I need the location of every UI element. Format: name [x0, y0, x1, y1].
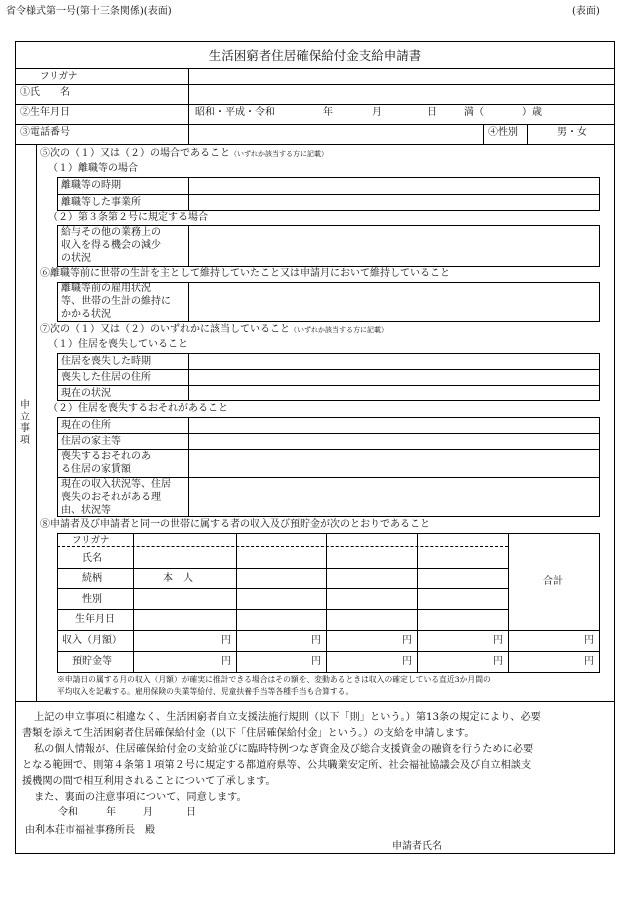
s8-note-2: 平均収入を記載する。雇用保険の失業等給付、児童扶養手当等各種手当も合算する。	[57, 687, 354, 696]
yen-unit: 円	[221, 656, 231, 667]
age-prefix: 満（	[464, 107, 484, 118]
dob-month: 月	[372, 107, 382, 118]
form-title: 生活困窮者住居確保給付金支給申請書	[208, 48, 422, 63]
addressee: 由利本荘市福祉事務所長 殿	[25, 825, 155, 836]
s7-rent-label-2: る住居の家賃額	[61, 464, 131, 475]
sign-date-year: 年	[106, 807, 116, 818]
s7-lost-address-label: 喪失した住居の住所	[61, 372, 151, 383]
s8-row-savings: 預貯金等	[72, 656, 112, 667]
yen-unit: 円	[584, 656, 594, 667]
furigana-label: フリガナ	[40, 71, 78, 82]
declaration-line-4: となる範囲で、則第４条第１項第２号に規定する都道府県等、公共職業安定所、社会福祉協議会及び自立相談支	[22, 760, 532, 771]
s7-sub2: （２）住居を喪失するおそれがあること	[48, 403, 228, 414]
s7-current-status-label: 現在の状況	[61, 388, 111, 399]
dob-year: 年	[323, 107, 333, 118]
s7-lost-date-label: 住居を喪失した時期	[61, 356, 151, 367]
dob-label: ②生年月日	[20, 107, 70, 118]
yen-unit: 円	[402, 656, 412, 667]
s5-sub1: （１）離職等の場合	[48, 163, 138, 174]
s6-employment-label-1: 離職等前の雇用状況	[61, 283, 151, 294]
name-field[interactable]	[190, 70, 613, 102]
dob-era: 昭和・平成・令和	[195, 107, 275, 118]
s7-landlord-label: 住居の家主等	[61, 436, 121, 447]
s5-separation-office-label: 離職等した事業所	[61, 197, 141, 208]
s7-current-address-label: 現在の住所	[61, 420, 111, 431]
yen-unit: 円	[221, 635, 231, 646]
s6-employment-label-2: 等、世帯の生計の維持に	[61, 296, 171, 307]
s8-row-name: 氏名	[82, 553, 102, 564]
yen-unit: 円	[311, 656, 321, 667]
s7-sub1: （１）住居を喪失していること	[48, 339, 188, 350]
s8-row-relation: 続柄	[82, 573, 102, 584]
s5-income-reduction-label-2: 収入を得る機会の減少	[61, 240, 161, 251]
declaration-line-3: 私の個人情報が、住居確保給付金の支給並びに臨時特例つなぎ資金及び総合支援資金の融資を行うために必要	[34, 744, 534, 755]
s7-rent-label-1: 喪失するおそれのあ	[61, 451, 151, 462]
sign-date-era: 令和	[58, 807, 78, 818]
s7-heading: ⑦次の（１）又は（２）のいずれかに該当していること（いずれか該当する方に記載）	[40, 324, 388, 335]
declaration-line-5: 援機関の間で相互利用されることについて了承します。	[22, 776, 276, 787]
s8-row-gender: 性別	[82, 594, 102, 605]
yen-unit: 円	[493, 656, 503, 667]
s7-reason-label-2: 喪失のおそれがある理	[61, 492, 161, 503]
applicant-name-label: 申請者氏名	[392, 841, 442, 852]
s8-heading: ⑧申請者及び申請者と同一の世帯に属する者の収入及び預貯金が次のとおりであること	[40, 519, 430, 530]
sign-date-month: 月	[143, 807, 153, 818]
s8-total-label: 合計	[543, 576, 563, 587]
declaration-line-1: 上記の申立事項に相違なく、生活困窮者自立支援法施行規則（以下「則」という。）第13条の規定により、必要	[34, 712, 541, 723]
s5-sub2: （２）第３条第２号に規定する場合	[48, 212, 208, 223]
s8-row-income: 収入（月額）	[62, 635, 122, 646]
age-suffix: ）歳	[522, 107, 542, 118]
gender-label: ④性別	[488, 127, 518, 138]
yen-unit: 円	[584, 635, 594, 646]
gender-options[interactable]: 男・女	[557, 127, 587, 138]
s8-note-1: ※申請日の属する月の収入（月額）が確実に推計できる場合はその額を、変動あるときは収入の確定している直近3か月間の	[57, 675, 491, 684]
front-side-mark: (表面)	[572, 6, 600, 17]
side-label-statements: 申立事項	[20, 400, 30, 446]
s7-reason-label-1: 現在の収入状況等、住居	[61, 479, 171, 490]
s8-row-dob: 生年月日	[75, 614, 115, 625]
s5-heading: ⑤次の（１）又は（２）の場合であること（いずれか該当する方に記載）	[40, 148, 328, 159]
s6-heading: ⑥離職等前に世帯の生計を主として維持していたこと又は申請月において維持していること	[40, 268, 450, 279]
form-reference: 省令様式第一号(第十三条関係)(表面)	[6, 6, 172, 17]
dob-day: 日	[427, 107, 437, 118]
s6-employment-label-3: かかる状況	[61, 309, 111, 320]
yen-unit: 円	[311, 635, 321, 646]
phone-field[interactable]	[190, 126, 481, 142]
s5-income-reduction-label-3: の状況	[61, 253, 91, 264]
s8-self-relation: 本 人	[163, 573, 193, 584]
declaration-line-2: 書類を添えて生活困窮者住居確保給付金（以下「住居確保給付金」という。）の支給を申請します。	[22, 728, 475, 739]
s5-income-reduction-label-1: 給与その他の業務上の	[61, 227, 161, 238]
yen-unit: 円	[402, 635, 412, 646]
name-label: ①氏 名	[20, 87, 70, 98]
yen-unit: 円	[493, 635, 503, 646]
s8-row-furigana: フリガナ	[72, 535, 110, 546]
declaration-line-6: また、裏面の注意事項について、同意します。	[34, 792, 247, 803]
phone-label: ③電話番号	[20, 127, 70, 138]
applicant-signature-field[interactable]	[460, 838, 610, 852]
s5-separation-date-label: 離職等の時期	[61, 180, 121, 191]
sign-date-day: 日	[186, 807, 196, 818]
s7-reason-label-3: 由、状況等	[61, 505, 111, 516]
